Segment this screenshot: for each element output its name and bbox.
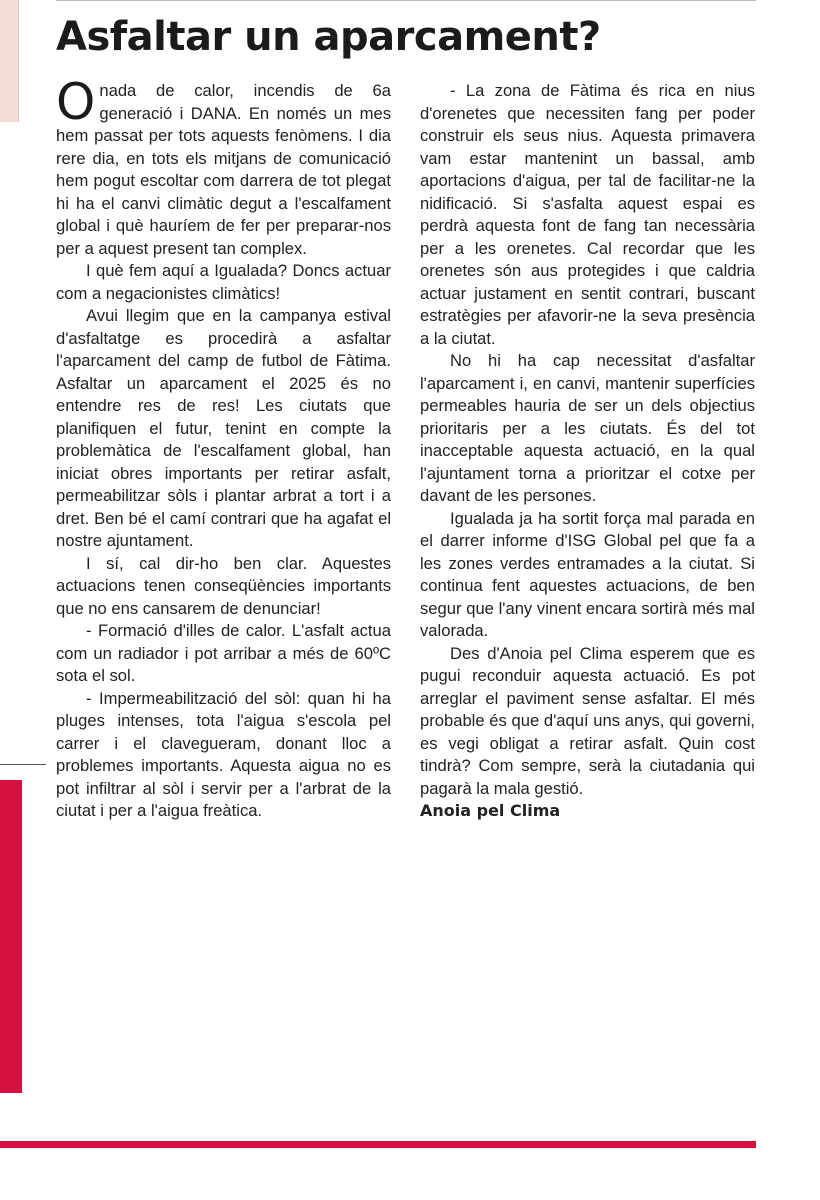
article-column-right [420, 80, 755, 823]
left-margin-rule [0, 764, 46, 765]
lead-paragraph [56, 73, 391, 260]
paragraph: Igualada ja ha sortit força mal parada en el darrer informe d'ISG Global pel que fa a les zones verdes entramades a la ciutat. Si continua fent aquestes actuacions, de ben segur que l'any vinent encara sortirà més mal valorada. [420, 508, 755, 640]
paragraph: I què fem aquí a Igualada? Doncs actuar com a negacionistes climàtics! [56, 261, 391, 303]
drop-cap: O [56, 73, 96, 131]
paragraph: No hi ha cap necessitat d'asfaltar l'aparcament i, en canvi, mantenir superfícies permeables hauria de ser un dels objectius prioritaris per a les ciutats. És del tot inacceptable aquesta actuació, en la qual l'ajuntament torna a prioritzar el cotxe per davant de les persones. [420, 351, 755, 505]
author-signature: Anoia pel Clima [420, 801, 561, 820]
lead-paragraph-text: nada de calor, incendis de 6a generació i DANA. En només un mes hem passat per tots aquests fenòmens. I dia rere dia, en tots els mitjans de comunicació hem pogut escoltar com darrera de tot plegat hi ha el canvi climàtic degut a l'escalfament global i què hauríem de fer per preparar-nos per a aquest present tan complex. [56, 81, 391, 258]
article-headline: Asfaltar un aparcament? [56, 14, 601, 60]
left-accent-bar [0, 780, 22, 1093]
article-column-left [56, 73, 391, 823]
paragraph: I sí, cal dir-ho ben clar. Aquestes actuacions tenen conseqüències importants que no ens cansarem de denunciar! [56, 553, 391, 618]
paragraph: - Impermeabilització del sòl: quan hi ha pluges intenses, tota l'aigua s'escola pel carrer i el clavegueram, donant lloc a problemes importants. Aquesta aigua no es pot infiltrar al sòl i servir per a l'arbrat de la ciutat i per a l'aigua freàtica. [56, 688, 391, 820]
paragraph: Des d'Anoia pel Clima esperem que es pugui reconduir aquesta actuació. Es pot arreglar el paviment sense asfaltar. El més probable és que d'aquí uns anys, qui governi, es vegi obligat a retirar asfalt. Quin cost tindrà? Com sempre, serà la ciutadania qui pagarà la mala gestió. [420, 643, 755, 798]
paragraph: - Formació d'illes de calor. L'asfalt actua com un radiador i pot arribar a més de 60ºC sota el sol. [56, 621, 391, 685]
bottom-accent-rule [0, 1141, 756, 1148]
top-divider [56, 0, 756, 1]
paragraph: - La zona de Fàtima és rica en nius d'orenetes que necessiten fang per poder construir els seus nius. Aquesta primavera vam estar mantenint un bassal, amb aportacions d'aigua, per tal de facilitar-ne la nidificació. Si s'asfalta aquest espai es perdrà aquesta font de fang tan necessària per a les orenetes. Cal recordar que les orenetes són aus protegides i que caldria actuar justament en sentit contrari, buscant estratègies per afavorir-ne la seva presència a la ciutat. [420, 81, 755, 348]
left-margin-tab [0, 0, 19, 122]
paragraph: Avui llegim que en la campanya estival d'asfaltatge es procedirà a asfaltar l'aparcament del camp de futbol de Fàtima. Asfaltar un aparcament el 2025 és no entendre res de res! Les ciutats que planifiquen el futur, tenint en compte la problemàtica de l'escalfament global, han iniciat obres importants per retirar asfalt, permeabilitzar sòls i plantar arbrat a tort i a dret. Ben bé el camí contrari que ha agafat el nostre ajuntament. [56, 306, 391, 550]
